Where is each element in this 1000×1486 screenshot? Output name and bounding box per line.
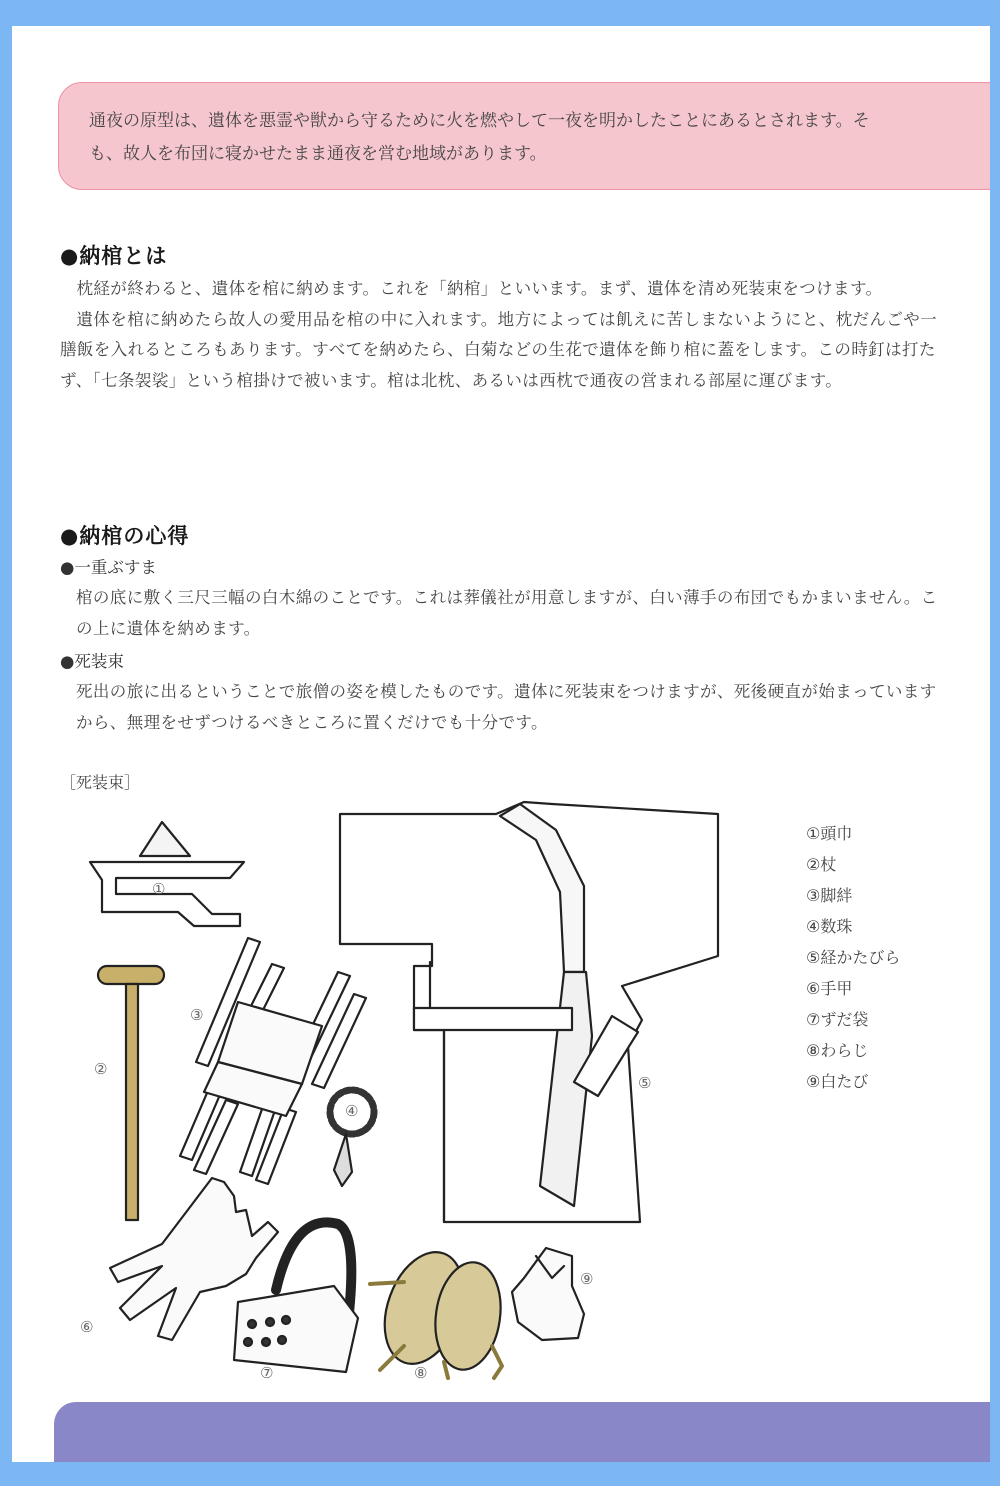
shirotabi-drawing — [512, 1248, 584, 1340]
bottom-band — [54, 1402, 990, 1462]
kokoroe-heading: ●納棺の心得 — [60, 524, 190, 548]
marker-1: ① — [152, 880, 166, 898]
hitoe-busuma-title: ●一重ぶすま — [60, 558, 157, 577]
legend-item: ⑧わらじ — [806, 1041, 869, 1060]
marker-8: ⑧ — [414, 1364, 428, 1382]
document-page — [12, 26, 990, 1462]
marker-9: ⑨ — [580, 1270, 594, 1288]
nokan-paragraph-2: 遺体を棺に納めたら故人の愛用品を棺の中に入れます。地方によっては飢えに苦しまないようにと、枕だんごや一膳飯を入れるところもあります。すべてを納めたら、白菊などの生花で遺体を飾り棺に蓋をします。この時釘は打たず、「七条袈裟」という棺掛けで被います。棺は北枕、あるいは西枕で通夜の営まれる部屋に運びます。 — [60, 309, 938, 390]
legend-item: ①頭巾 — [806, 824, 853, 843]
kyahan-drawing — [180, 938, 366, 1184]
legend-item: ②杖 — [806, 855, 837, 874]
zukin-drawing — [90, 822, 244, 926]
legend-item: ⑦ずだ袋 — [806, 1010, 869, 1029]
tsue-drawing — [98, 966, 164, 1220]
figure-caption: ［死装束］ — [60, 773, 141, 792]
shishouzoku-title: ●死装束 — [60, 652, 124, 671]
marker-6: ⑥ — [80, 1318, 94, 1336]
shishouzoku-illustration — [12, 26, 990, 1462]
marker-5: ⑤ — [638, 1074, 652, 1092]
nokan-heading: ●納棺とは — [60, 244, 168, 268]
marker-7: ⑦ — [260, 1364, 274, 1382]
intro-line-2: も、故人を布団に寝かせたまま通夜を営む地域があります。 — [89, 144, 547, 164]
marker-2: ② — [94, 1060, 108, 1078]
marker-4: ④ — [345, 1102, 359, 1120]
marker-3: ③ — [190, 1006, 204, 1024]
legend-item: ⑤経かたびら — [806, 948, 901, 967]
intro-line-1: 通夜の原型は、遺体を悪霊や獣から守るために火を燃やして一夜を明かしたことにあるとされます。そ — [89, 111, 870, 131]
shishouzoku-text: 死出の旅に出るということで旅僧の姿を模したものです。遺体に死装束をつけますが、死後硬直が始まっていますから、無理をせずつけるべきところに置くだけでも十分です。 — [76, 682, 937, 732]
kyokatabira-drawing — [340, 802, 718, 1222]
nokan-paragraph-1: 枕経が終わると、遺体を棺に納めます。これを「納棺」といいます。まず、遺体を清め死装束をつけます。 — [76, 279, 883, 298]
legend-item: ⑨白たび — [806, 1072, 869, 1091]
hitoe-busuma-text: 棺の底に敷く三尺三幅の白木綿のことです。これは葬儀社が用意しますが、白い薄手の布団でもかまいません。この上に遺体を納めます。 — [76, 588, 938, 638]
legend-item: ③脚絆 — [806, 886, 853, 905]
waraji-drawing — [370, 1241, 507, 1378]
legend-item: ⑥手甲 — [806, 979, 853, 998]
figure-legend — [806, 818, 900, 1097]
legend-item: ④数珠 — [806, 917, 853, 936]
